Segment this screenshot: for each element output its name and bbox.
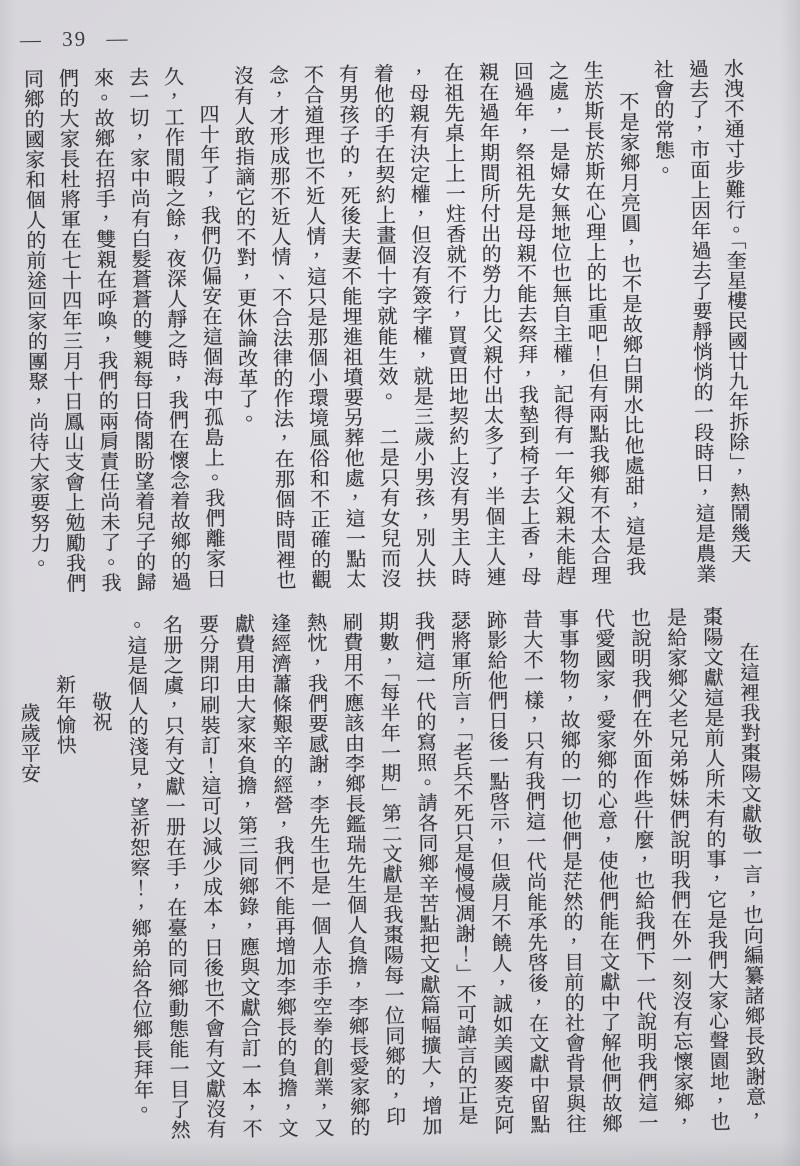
- text-column: 。這是個人的淺見，望祈恕察！，鄉弟給各位鄉長拜年。: [123, 614, 153, 1121]
- text-column: 久，工作閒暇之餘，夜深人靜之時，我們在懷念着故鄉的過: [160, 66, 191, 592]
- text-column: ，母親有決定權，但沒有簽字權，就是三歲小男孩，別人扶: [405, 62, 436, 589]
- text-column: 去一切，家中尚有白髮蒼蒼的雙親每日倚閣盼望着兒子的歸: [125, 66, 156, 593]
- text-column: 期數，「每半年一期」第二文獻是我棗陽每一位同鄉的，印: [375, 611, 406, 1127]
- text-column: 新年愉快: [52, 673, 76, 755]
- text-column: 是給家鄉父老兄弟姊妹們說明我們在外一刻沒有忘懷家鄉，: [663, 606, 694, 1133]
- text-column: 着他的手在契約上畫個十字就能生效。 二是只有女兒而沒: [370, 63, 401, 589]
- text-column: 同鄉的國家和個人的前途回家的團聚，尚待大家要努力。: [20, 68, 50, 574]
- text-column: 事事物物，故鄉的一切他們是茫然的，目前的社會背景與往: [555, 608, 586, 1134]
- top-text-block: [13, 58, 756, 596]
- text-column: 瑟將軍所言，「老兵不死只是慢慢凋謝！」不可諱言的正是: [447, 609, 478, 1126]
- text-column: 沒有人敢指謫它的不對，更休論改革了。: [230, 65, 258, 430]
- text-column: 歲歲平安: [16, 702, 40, 784]
- text-column: 來。故鄉在招手，雙親在呼喚，我們的兩肩責任尚未了。我: [90, 67, 121, 593]
- text-column: 棗陽文獻這是前人所未有的事，它是我們大家心聲園地，也: [699, 606, 730, 1132]
- text-column: 在祖先桌上上一炷香就不行，買賣田地契約上沒有男主人時: [440, 62, 471, 588]
- text-column: 社會的常態。: [650, 58, 675, 181]
- bottom-text-block: [8, 606, 772, 1148]
- text-column: 昔大不一樣，只有我們這一代尚能承先啓後，在文獻中留點: [519, 608, 550, 1135]
- text-column: 逢經濟蕭條艱辛的經營，我們不能再增加李鄉長的負擔，文: [267, 612, 298, 1139]
- text-column: 水洩不通寸步難行。「奎星樓民國廿九年拆除」，熱鬧幾天: [720, 57, 750, 564]
- text-column: 過去了，市面上因年過去了要靜悄悄的一段時日，這是農業: [685, 58, 716, 584]
- text-column: 不合道理也不近人情，這只是那個小環境風俗和不正確的觀: [300, 64, 331, 590]
- text-column: 四十年了，我們仍偏安在這個海中孤島上。我們離家日: [195, 103, 226, 589]
- text-column: 不是家鄉月亮圓，也不是故鄉白開水比他處甜，這是我: [615, 91, 645, 577]
- text-column: 敬祝: [88, 691, 112, 733]
- text-column: 名册之虞，只有文獻一册在手，在臺的同鄉動態能一目了然: [159, 614, 190, 1140]
- text-column: 跡影給他們日後一點啓示，但歲月不饒人，誠如美國麥克阿: [483, 609, 514, 1135]
- text-column: 親在過年期間所付出的勞力比父親付出太多了，半個主人連: [475, 61, 506, 587]
- text-column: 代愛國家，愛家鄉的心意，使他們能在文獻中了解他們故鄉: [591, 607, 622, 1134]
- text-column: 獻費用由大家來負擔，第三同鄉錄，應與文獻合訂一本，不: [231, 613, 262, 1139]
- text-column: 熱忱，我們要感謝，李先生也是一個人赤手空拳的創業，又: [303, 612, 334, 1138]
- text-column: 要分開印刷裝訂！這可以減少成本，日後也不會有文獻沒有: [195, 613, 226, 1140]
- text-column: 刷費用不應該由李鄉長鑑瑞先生個人負擔，李鄉長愛家鄉的: [339, 611, 370, 1138]
- text-column: 生於斯長於斯在心理上的比重吧！但有兩點我鄉有不太合理: [580, 59, 611, 586]
- text-column: 也說明我們在外面作些什麼，也給我們下一代說明我們這一: [627, 607, 658, 1133]
- text-column: 回過年，祭祖先是母親不能去祭拜，我墊到椅子去上香，母: [510, 60, 541, 587]
- text-column: 我們這一代的寫照。請各同鄉辛苦點把文獻篇幅擴大，增加: [411, 610, 442, 1136]
- text-column: 們的大家長杜將軍在七十四年三月十日鳳山支會上勉勵我們: [55, 67, 86, 594]
- text-column: 之處，一是婦女無地位也無自主權，記得有一年父親未能趕: [545, 60, 576, 586]
- page-number: — 39 —: [19, 25, 130, 52]
- text-column: 有男孩子的，死後夫妻不能埋進祖墳要另葬他處，這一點太: [335, 63, 366, 590]
- text-column: 念，才形成那不近人情、不合法律的作法，在那個時間裡也: [265, 64, 296, 591]
- text-column: 在這裡我對棗陽文獻敬一言，也向編纂諸鄉長致謝意，: [735, 641, 766, 1127]
